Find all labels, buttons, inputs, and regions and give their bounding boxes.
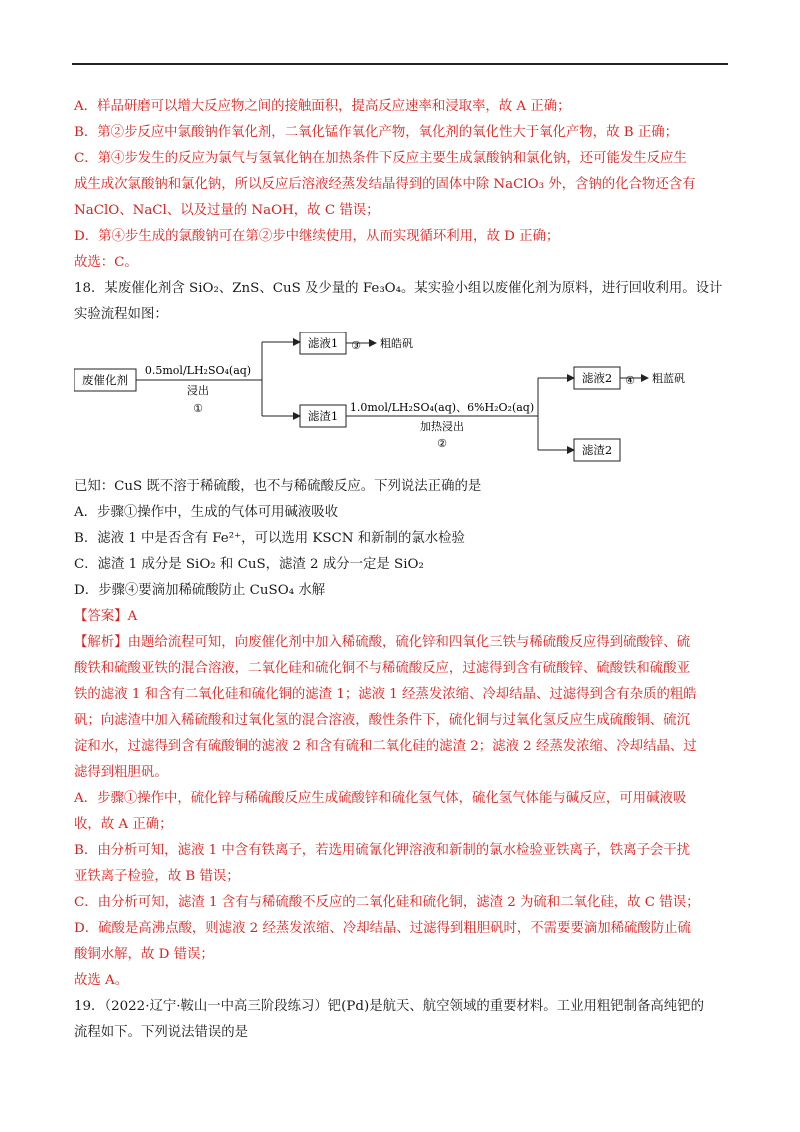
question-18-analysis-line5: 淀和水，过滤得到含有硫酸铜的滤液 2 和含有硫和二氧化硅的滤渣 2；滤液 2 经蒸发浓缩、冷却结晶、过 (74, 739, 697, 754)
step2-reagent: 1.0mol/LH₂SO₄(aq)、6%H₂O₂(aq) (349, 401, 535, 414)
product2-label: 粗蓝矾 (652, 372, 685, 385)
analysis-line1-text: 由题给流程可知，向废催化剂中加入稀硫酸，硫化锌和四氧化三铁与稀硫酸反应得到硫酸锌、硫 (127, 635, 690, 650)
question-18-ana-b-line2: 亚铁离子检验，故 B 错误； (74, 869, 240, 884)
flow-diagram-svg (74, 332, 726, 468)
question-18-choose: 故选 A。 (74, 973, 129, 988)
question-18-answer: 【答案】A (74, 609, 138, 624)
question-18-option-c: C．滤渣 1 成分是 SiO₂ 和 CuS，滤渣 2 成分一定是 SiO₂ (74, 557, 424, 572)
step1-reagent: 0.5mol/LH₂SO₄(aq) (144, 364, 252, 377)
analysis-17-c-line3: NaClO、NaCl、以及过量的 NaOH，故 C 错误； (74, 203, 380, 218)
question-18-ana-d-line1: D．硫酸是高沸点酸，则滤液 2 经蒸发浓缩、冷却结晶、过滤得到粗胆矾时，不需要要滴加稀硫酸防止硫 (74, 921, 691, 936)
question-18-ana-a-line1: A．步骤①操作中，硫化锌与稀硫酸反应生成硫酸锌和硫化氢气体，硫化氢气体能与碱反应，可用碱液吸 (74, 791, 687, 806)
box-filtrate1-label: 滤液1 (307, 336, 339, 350)
box-residue1-label: 滤渣1 (307, 409, 339, 423)
question-18-option-b: B．滤液 1 中是否含有 Fe²⁺，可以选用 KSCN 和新制的氯水检验 (74, 531, 465, 546)
question-18-option-d: D．步骤④要滴加稀硫酸防止 CuSO₄ 水解 (74, 583, 326, 598)
step3-num: ③ (351, 339, 361, 352)
header-rule (72, 63, 728, 65)
question-19-stem-line1: 19．（2022·辽宁·鞍山一中高三阶段练习）钯(Pd)是航天、航空领域的重要材料。工业用粗钯制备高纯钯的 (74, 999, 704, 1014)
box-filtrate2-label: 滤液2 (581, 371, 613, 385)
product1-label: 粗皓矾 (380, 337, 413, 350)
question-18-known: 已知：CuS 既不溶于稀硫酸，也不与稀硫酸反应。下列说法正确的是 (74, 479, 482, 494)
question-18-stem-line2: 实验流程如图： (74, 307, 168, 322)
flow-diagram (74, 332, 726, 468)
question-18-ana-c: C．由分析可知，滤渣 1 含有与稀硫酸不反应的二氧化硅和硫化铜，滤渣 2 为硫和二氧化硅，故 C 错误； (74, 895, 700, 910)
question-18-stem-line1: 18．某废催化剂含 SiO₂、ZnS、CuS 及少量的 Fe₃O₄。某实验小组以废催化剂为原料，进行回收利用。设计 (74, 281, 723, 296)
question-18-analysis-line2: 酸铁和硫酸亚铁的混合溶液，二氧化硅和硫化铜不与稀硫酸反应，过滤得到含有硫酸锌、硫酸铁和硫酸亚 (74, 661, 690, 676)
analysis-17-b: B．第②步反应中氯酸钠作氧化剂，二氧化锰作氧化产物，氧化剂的氧化性大于氧化产物，故 B 正确； (74, 125, 678, 140)
question-18-option-a: A．步骤①操作中，生成的气体可用碱液吸收 (74, 505, 339, 520)
analysis-17-d: D．第④步生成的氯酸钠可在第②步中继续使用，从而实现循环利用，故 D 正确； (74, 229, 560, 244)
analysis-17-a: A．样品研磨可以增大反应物之间的接触面积，提高反应速率和浸取率，故 A 正确； (74, 99, 571, 114)
step4-num: ④ (625, 374, 635, 387)
step1-num: ① (193, 402, 203, 415)
analysis-17-c-line2: 成生成次氯酸钠和氯化钠，所以反应后溶液经蒸发结晶得到的固体中除 NaClO₃ 外，含钠的化合物还含有 (74, 177, 696, 192)
box-start-label: 废催化剂 (82, 373, 128, 387)
question-18-analysis-line4: 矾；向滤渣中加入稀硫酸和过氧化氢的混合溶液，酸性条件下，硫化铜与过氧化氢反应生成硫酸铜、硫沉 (74, 713, 690, 728)
question-18-ana-d-line2: 酸铜水解，故 D 错误； (74, 947, 214, 962)
question-18-analysis-line1 (74, 630, 726, 656)
question-18-ana-b-line1: B．由分析可知，滤液 1 中含有铁离子，若选用硫氰化钾溶液和新制的氯水检验亚铁离子，铁离子会干扰 (74, 843, 691, 858)
analysis-17-c-line1: C．第④步发生的反应为氯气与氢氧化钠在加热条件下反应主要生成氯酸钠和氯化钠，还可能发生反应生 (74, 151, 687, 166)
question-18-ana-a-line2: 收，故 A 正确； (74, 817, 173, 832)
step1-op: 浸出 (187, 384, 209, 397)
question-18-analysis-line3: 铁的滤液 1 和含有二氧化硅和硫化铜的滤渣 1；滤液 1 经蒸发浓缩、冷却结晶、过滤得到含有杂质的粗皓 (74, 687, 697, 702)
analysis-tag: 【解析】 (74, 635, 128, 650)
step2-num: ② (437, 437, 447, 450)
analysis-17-choose: 故选：C。 (74, 255, 138, 270)
box-residue2-label: 滤渣2 (581, 443, 613, 457)
question-18-analysis-line6: 滤得到粗胆矾。 (74, 765, 168, 780)
step2-op: 加热浸出 (420, 420, 464, 433)
question-19-stem-line2: 流程如下。下列说法错误的是 (74, 1025, 249, 1040)
document-body (74, 94, 726, 1046)
